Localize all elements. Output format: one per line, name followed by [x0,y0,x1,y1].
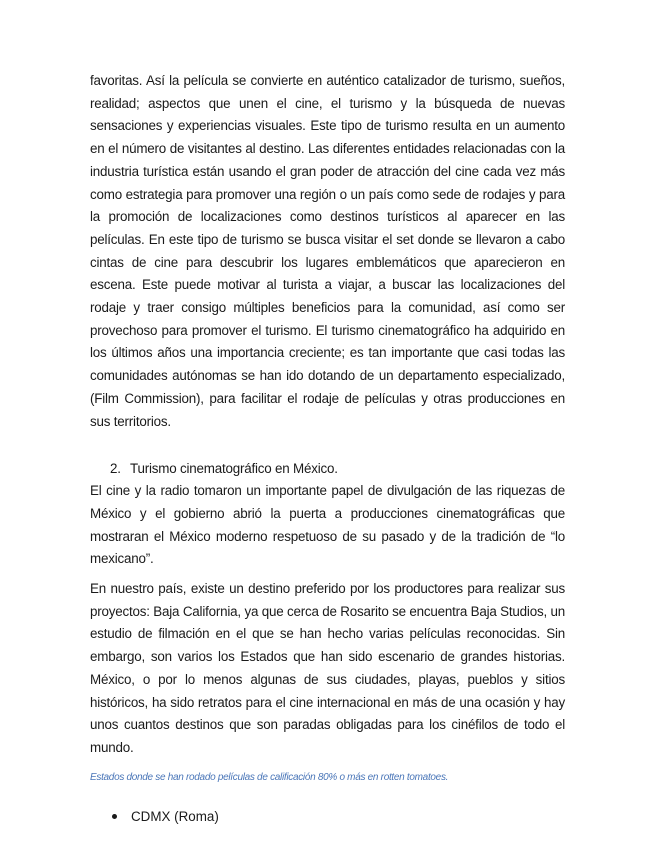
list-item-text: CDMX (Roma) [131,808,219,824]
bullet-dot-icon [112,814,117,819]
bullet-list [90,807,565,827]
section-title: Turismo cinematográfico en México. [130,461,338,477]
document-page [90,70,565,827]
section-heading [90,458,565,480]
figure-caption: Estados donde se han rodado películas de calificación 80% o más en rotten tomatoes. [90,771,449,783]
section-number: 2. [110,461,121,477]
paragraph-3: En nuestro país, existe un destino preferido por los productores para realizar sus proyectos: Baja California, ya que cerca de Rosarito se encuentra Baja Studios, un estudio de filmación en el que se han hecho varias películas reconocidas. Sin embargo, son varios los Estados que han sido escenario de grandes historias. México, o por lo menos algunas de sus ciudades, playas, pueblos y sitios históricos, ha sido retratos para el cine internacional en más de una ocasión y hay unos cuantos destinos que son paradas obligadas para los cinéfilos de todo el mundo. [90,581,565,755]
paragraph-2: El cine y la radio tomaron un importante papel de divulgación de las riquezas de México y el gobierno abrió la puerta a producciones cinematográficas que mostraran el México moderno respetuoso de su pasado y de la tradición de “lo mexicano”. [90,483,565,567]
paragraph-1: favoritas. Así la película se convierte en auténtico catalizador de turismo, sueños, realidad; aspectos que unen el cine, el turismo y la búsqueda de nuevas sensaciones y experiencias visuales. Este tipo de turismo resulta en un aumento en el número de visitantes al destino. Las diferentes entidades relacionadas con la industria turística están usando el gran poder de atracción del cine cada vez más como estrategia para promover una región o un país como sede de rodajes y para la promoción de localizaciones como destinos turísticos al aparecer en las películas. En este tipo de turismo se busca visitar el set donde se llevaron a cabo cintas de cine para descubrir los lugares emblemáticos que aparecieron en escena. Este puede motivar al turista a viajar, a buscar las localizaciones del rodaje y traer consigo múltiples beneficios para la comunidad, así como ser provechoso para promover el turismo. El turismo cinematográfico ha adquirido en los últimos años una importancia creciente; es tan importante que casi todas las comunidades autónomas se han ido dotando de un departamento especializado, (Film Commission), para facilitar el rodaje de películas y otras producciones en sus territorios. [90,73,565,429]
list-item [90,807,565,827]
